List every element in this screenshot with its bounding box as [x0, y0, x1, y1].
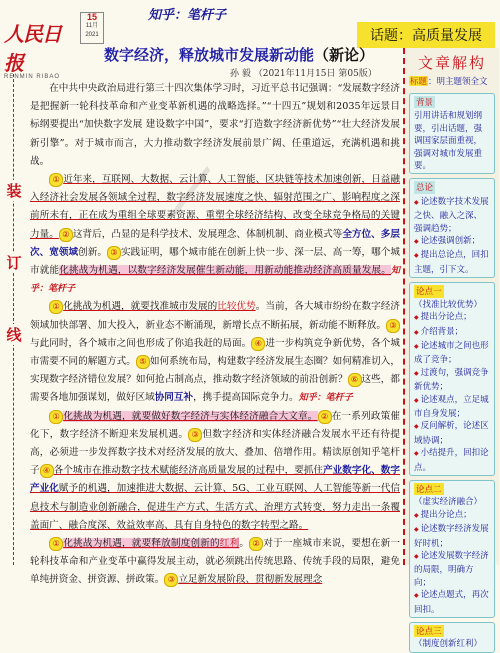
- box-item: ◆ 论述城市之间也形成了竞争；: [414, 339, 490, 366]
- tag-label: 标题: [410, 76, 428, 86]
- keyword-red: 红利: [219, 538, 240, 550]
- sentence-number: ③: [107, 246, 121, 260]
- box-item: ◆ 反问解析，论述区域协调；: [414, 419, 490, 446]
- issue-month: 11月: [85, 23, 99, 29]
- title-sub: （新论）: [314, 46, 375, 64]
- topic-badge: 话题：高质量发展: [357, 22, 495, 48]
- text-span: 。当前，各大城市纷纷在数字经济领域加快部署、加大投入，新业态不断涌现，新增长点不断拓展，新动能不断释放。: [30, 301, 401, 331]
- article-title: [104, 44, 374, 65]
- point-highlight: 化挑战为机遇，就要释放制度创新的: [63, 538, 220, 550]
- sentence-number: ④: [251, 337, 265, 351]
- analysis-box-point-2: [409, 480, 495, 618]
- text-span: 立足新发展阶段、贯彻新发展理念: [178, 574, 323, 586]
- box-item: ◆ 提出总论点，回扣主题，引下文。: [414, 248, 490, 275]
- text-span: 进一步构筑竞争新优势，各个城市需要不同的解题方式。: [30, 337, 400, 368]
- box-item: ◆ 论述强调创新；: [414, 234, 490, 248]
- sentence-number: ①: [49, 537, 63, 551]
- box-subheading: （虚实经济融合）: [414, 496, 483, 507]
- text-span: 对于一座城市来说，要想在新一轮科技革命和产业变革中赢得发展主动，就必须跳出传统思路、传统手段的局限，避免单纯拼资金、拼资源、拼政策。: [30, 538, 401, 586]
- text-span: 化挑战为机遇，就要找准城市发展的: [63, 301, 218, 313]
- analysis-box-background: [409, 93, 495, 174]
- keyword-blue: 协同互补: [154, 392, 194, 404]
- analysis-box-general: [409, 178, 495, 278]
- box-item: ◆ 论述数字技术发展之快、融入之深、强调趋势；: [414, 195, 490, 234]
- paragraph-general: [30, 171, 400, 298]
- box-item: ◆ 提出分论点；: [414, 310, 490, 324]
- box-heading: 论点二: [416, 483, 442, 494]
- box-subheading: （制度创新红利）: [414, 638, 483, 649]
- tag-text: ：明主题领全文: [428, 76, 488, 86]
- zhihu-label: 知乎：笔杆子: [148, 8, 227, 23]
- sentence-number: ⑥: [348, 373, 362, 387]
- watermark: \: [151, 157, 233, 225]
- box-item: ◆ 论述观点，立足城市自身发展；: [414, 393, 490, 420]
- sentence-number: ①: [49, 410, 63, 424]
- box-item: ◆ 提出分论点；: [414, 508, 490, 522]
- sentence-number: ①: [49, 173, 63, 187]
- box-item: ◆ 论述数字经济发展好时机；: [414, 522, 490, 549]
- paragraph-point-3: [30, 535, 400, 590]
- sentence-number: ①: [49, 300, 63, 314]
- box-heading: 总论: [416, 182, 434, 193]
- newspaper-logo: [4, 18, 78, 80]
- sentence-number: ③: [386, 319, 400, 333]
- box-heading: 论点三: [416, 626, 442, 637]
- text-span: 各个城市在推动数字技术赋能经济高质量发展的过程中，要抓住: [53, 465, 324, 477]
- box-heading: 背景: [416, 97, 434, 107]
- sidebar-tag: [405, 73, 499, 89]
- binding-line: [13, 74, 14, 565]
- title-main: 数字经济，释放城市发展新动能: [104, 46, 315, 64]
- text-span: 。: [239, 538, 250, 550]
- binding-char-2: 订: [4, 252, 24, 273]
- keyword-blue: 全方位、多层次、宽领域: [30, 228, 401, 258]
- paragraph-point-1: [30, 298, 400, 407]
- byline: 孙 毅 （2021年11月15日 第05版）: [230, 69, 377, 79]
- box-item: ◆ 介绍背景；: [414, 325, 490, 339]
- analysis-box-point-3: [409, 622, 495, 653]
- paragraph-intro: 在中共中央政治局进行第三十四次集体学习时，习近平总书记强调：“发展数字经济是把握新一轮科技革命和产业变革新机遇的战略选择。”“十四五”规划和2035年远景目标纲要提出“加快数字发展 建设数字中国”，要求“打造数字经济新优势”“壮大经济发展新引擎”。对于城市而言，大力推动数字经济发展前景广阔、任重道远，充满机遇和挑战。: [30, 83, 400, 167]
- sentence-number: ⑤: [136, 355, 150, 369]
- sentence-number: ③: [164, 573, 178, 587]
- text-span: 这背后，凸显的是科学技术、发展理念、体制机制、商业模式等: [72, 228, 343, 240]
- issue-date-box: [80, 12, 104, 44]
- box-item: 引用讲话和规划纲要，引出话题，强调国家层面重视，强调对城市发展重要。: [414, 110, 483, 171]
- sentence-number: ②: [249, 537, 263, 551]
- binding-strip: [0, 74, 28, 565]
- issue-day: 15: [86, 12, 97, 22]
- signature: 知乎：笔杆子: [298, 393, 353, 404]
- text-span: 与此同时，各个城市之间也形成了你追我赶的局面。: [30, 337, 252, 349]
- sentence-number: ④: [40, 464, 54, 478]
- box-subheading: （找准比较优势）: [414, 298, 483, 309]
- issue-year: 2021: [85, 32, 99, 38]
- sentence-number: ②: [318, 410, 332, 424]
- sentence-number: ②: [59, 228, 73, 242]
- text-span: ，携手提高国际竞争力。: [193, 392, 299, 404]
- signature: 知乎：笔杆子: [30, 266, 401, 295]
- box-heading: 论点一: [416, 286, 442, 297]
- keyword-red: 比较优势: [217, 301, 256, 313]
- point-highlight: 化挑战为机遇，就要做好数字经济与实体经济融合大文章。: [63, 410, 318, 422]
- analysis-box-point-1: [409, 282, 495, 476]
- text-span: 实践证明，哪个城市能在创新上快一步、深一层、高一筹，哪个城市就能: [30, 246, 401, 277]
- text-span: 如何系统布局，构建数字经济发展生态圈？如何精准切入，实现数字经济错位发展？如何抢占制高点，推动数字经济领域的前沿创新？: [30, 356, 401, 386]
- thesis-highlight: 化挑战为机遇，以数字经济发展催生新动能，用新动能推动经济高质量发展。: [59, 265, 391, 277]
- article-body: [30, 80, 401, 586]
- box-item: ◆ 论述点题式，再次回扣。: [414, 588, 490, 615]
- box-item: ◆ 论述发展数字经济的局限，明确方向；: [414, 549, 490, 588]
- text-span: 近年来，互联网、大数据、云计算、人工智能、区块链等技术加速创新，日益融入经济社会发展各领域全过程，数字经济发展速度之快、辐射范围之广、影响程度之深前所未有，正在成为重组全球要素资源、重塑全球经济结构、改变全球竞争格局的关键力量。: [30, 174, 400, 240]
- logo-text: 人民日报: [4, 22, 61, 75]
- text-span: 但数字经济和实体经济融合发展水平还有待提高，必须进一步发挥数字技术对经济发展的放大、叠加、倍增作用。精读原创知乎笔杆子: [30, 428, 401, 477]
- text-span: 赋予的机遇，加速推进大数据、云计算、5G、工业互联网、人工智能等新一代信息技术与制造业创新融合，促进生产方式、生活方式、治理方式转变，努力走出一条覆盖面广、融合度深、效益效率高、具有自身特色的数字转型之路。: [30, 483, 400, 531]
- text-span: 创新。: [78, 246, 107, 258]
- text-span: 这些，都需要各地加强谋划，做好区域: [30, 374, 401, 404]
- sidebar-title: 文章解构: [417, 54, 486, 72]
- paragraph-point-2: [30, 408, 400, 535]
- keyword-blue: 产业数字化、数字产业化: [30, 465, 401, 495]
- text-span: 在一系列政策催化下，数字经济不断迎来发展机遇。: [30, 410, 400, 440]
- analysis-sidebar: [403, 48, 499, 649]
- binding-char-1: 装: [4, 180, 24, 201]
- sentence-number: ③: [188, 428, 202, 442]
- binding-char-3: 线: [4, 324, 24, 345]
- box-item: ◆ 过渡句，强调竞争新优势；: [414, 366, 490, 393]
- box-item: ◆ 小结提升，回扣论点。: [414, 446, 490, 473]
- logo-english: RENMIN RIBAO: [4, 74, 61, 80]
